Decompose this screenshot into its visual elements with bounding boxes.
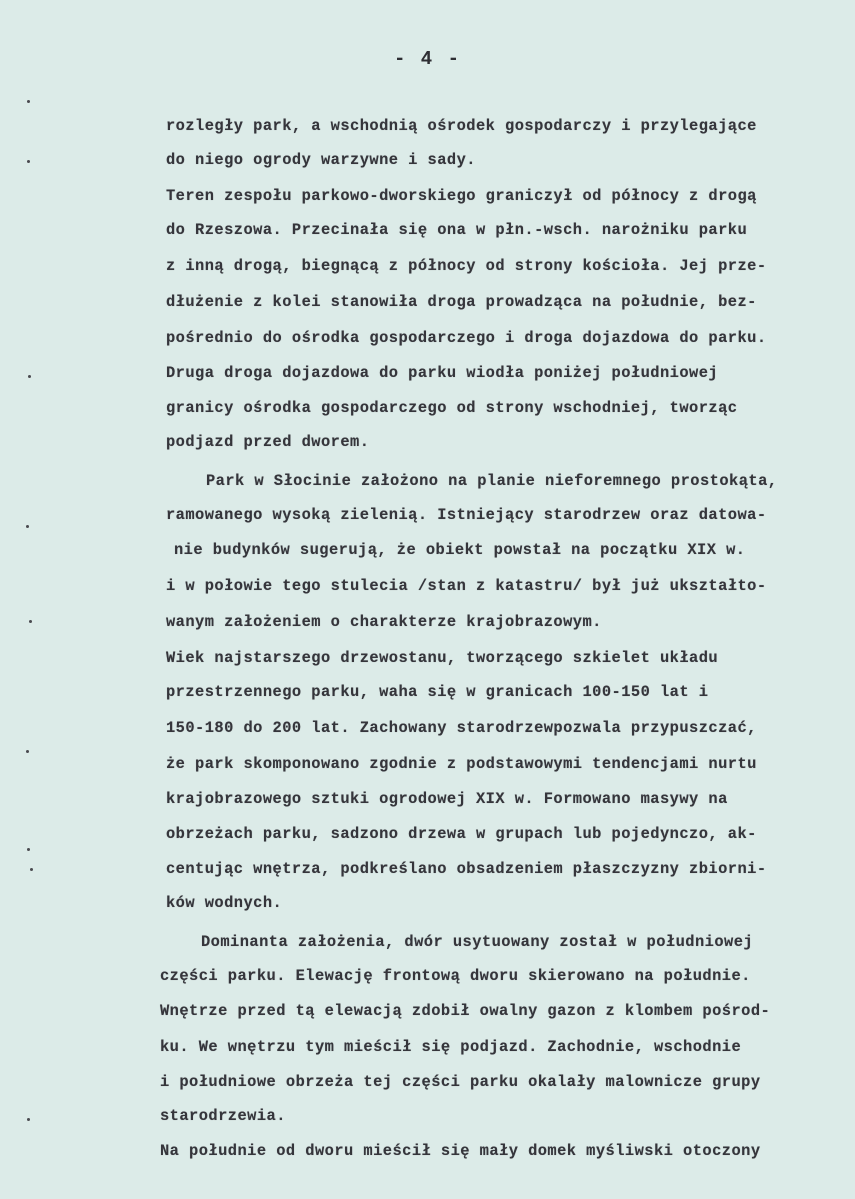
text-line: że park skomponowano zgodnie z podstawowymi tendencjami nurtu	[166, 755, 757, 773]
text-line: Na południe od dworu mieścił się mały domek myśliwski otoczony	[160, 1142, 761, 1160]
text-line: Park w Słocinie założono na planie nieforemnego prostokąta,	[206, 472, 778, 490]
text-line: starodrzewia.	[160, 1107, 286, 1125]
text-line: do Rzeszowa. Przecinała się ona w płn.-wsch. narożniku parku	[166, 221, 748, 239]
text-line: Druga droga dojazdowa do parku wiodła poniżej południowej	[166, 364, 719, 382]
text-line: podjazd przed dworem.	[166, 433, 370, 451]
text-line: rozległy park, a wschodnią ośrodek gospodarczy i przylegające	[166, 117, 757, 135]
text-line: z inną drogą, biegnącą z północy od strony kościoła. Jej prze-	[166, 257, 767, 275]
text-line: Teren zespołu parkowo-dworskiego graniczył od północy z drogą	[166, 187, 757, 205]
text-line: ramowanego wysoką zielenią. Istniejący starodrzew oraz datowa-	[166, 506, 767, 524]
text-line: nie budynków sugerują, że obiekt powstał na początku XIX w.	[174, 541, 746, 559]
text-line: Wnętrze przed tą elewacją zdobił owalny gazon z klombem pośrod-	[160, 1002, 771, 1020]
text-line: do niego ogrody warzywne i sady.	[166, 151, 476, 169]
margin-mark	[27, 100, 30, 103]
text-line: ku. We wnętrzu tym mieścił się podjazd. Zachodnie, wschodnie	[160, 1038, 742, 1056]
text-line: krajobrazowego sztuki ogrodowej XIX w. Formowano masywy na	[166, 790, 728, 808]
margin-mark	[28, 375, 31, 378]
margin-mark	[26, 525, 29, 528]
text-line: granicy ośrodka gospodarczego od strony wschodniej, tworząc	[166, 399, 738, 417]
text-line: części parku. Elewację frontową dworu skierowano na południe.	[160, 967, 751, 985]
margin-mark	[26, 750, 29, 753]
margin-mark	[27, 848, 30, 851]
text-line: i w połowie tego stulecia /stan z katastru/ był już ukształto-	[166, 577, 767, 595]
text-line: dłużenie z kolei stanowiła droga prowadząca na południe, bez-	[166, 293, 757, 311]
margin-mark	[29, 620, 32, 623]
text-line: i południowe obrzeża tej części parku okalały malownicze grupy	[160, 1073, 761, 1091]
text-line: wanym założeniem o charakterze krajobrazowym.	[166, 613, 602, 631]
text-line: obrzeżach parku, sadzono drzewa w grupach lub pojedynczo, ak-	[166, 825, 757, 843]
text-line: centując wnętrza, podkreślano obsadzeniem płaszczyzny zbiorni-	[166, 860, 767, 878]
page-number: - 4 -	[393, 48, 461, 70]
text-line: przestrzennego parku, waha się w granicach 100-150 lat i	[166, 683, 709, 701]
text-line: 150-180 do 200 lat. Zachowany starodrzewpozwala przypuszczać,	[166, 719, 757, 737]
text-line: pośrednio do ośrodka gospodarczego i droga dojazdowa do parku.	[166, 329, 767, 347]
margin-mark	[27, 1118, 30, 1121]
text-line: Dominanta założenia, dwór usytuowany został w południowej	[201, 933, 754, 951]
text-line: ków wodnych.	[166, 894, 283, 912]
text-line: Wiek najstarszego drzewostanu, tworzącego szkielet układu	[166, 649, 719, 667]
margin-mark	[27, 160, 30, 163]
margin-mark	[30, 868, 33, 871]
